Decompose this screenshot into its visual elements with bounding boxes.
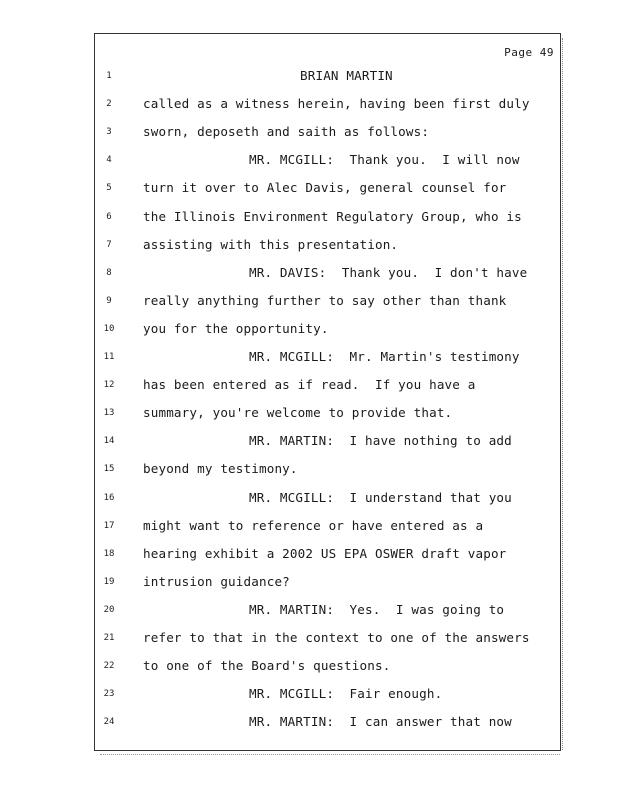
transcript-line — [0, 405, 618, 425]
line-number: 7 — [106, 239, 112, 250]
line-number: 15 — [103, 464, 115, 475]
line-number: 12 — [103, 380, 115, 391]
transcript-line — [0, 686, 618, 706]
line-number: 18 — [103, 548, 115, 559]
line-text: MR. DAVIS: Thank you. I don't have — [249, 264, 528, 280]
line-number: 3 — [106, 127, 112, 138]
line-number: 6 — [106, 211, 112, 222]
line-text: refer to that in the context to one of the answers — [143, 630, 530, 645]
transcript-line — [0, 602, 618, 622]
line-text: really anything further to say other than thank — [143, 292, 507, 308]
transcript-line — [0, 630, 618, 650]
transcript-line — [0, 293, 618, 313]
transcript-line — [0, 209, 618, 229]
transcript-line — [0, 377, 618, 397]
transcript-line — [0, 237, 618, 257]
line-text: to one of the Board's questions. — [143, 658, 391, 674]
line-number: 16 — [103, 492, 115, 503]
transcript-line — [0, 152, 618, 172]
transcript-line — [0, 461, 618, 481]
line-text: MR. MARTIN: I can answer that now — [249, 714, 512, 730]
transcript-line — [0, 574, 618, 594]
line-number: 22 — [103, 661, 115, 672]
line-text: MR. MARTIN: Yes. I was going to — [249, 601, 505, 617]
transcript-line — [0, 321, 618, 341]
line-number: 13 — [103, 408, 115, 419]
transcript-line — [0, 433, 618, 453]
transcript-line — [0, 518, 618, 538]
line-number: 2 — [106, 99, 112, 110]
line-text: MR. MCGILL: I understand that you — [249, 489, 512, 505]
transcript-line — [0, 180, 618, 200]
line-text: MR. MARTIN: I have nothing to add — [249, 433, 512, 449]
transcript-line — [0, 546, 618, 566]
line-text: hearing exhibit a 2002 US EPA OSWER draft vapor — [143, 545, 507, 561]
line-text: assisting with this presentation. — [143, 236, 399, 252]
line-number: 24 — [103, 717, 115, 728]
line-text: MR. MCGILL: Mr. Martin's testimony — [249, 349, 520, 364]
line-text: the Illinois Environment Regulatory Group, who is — [143, 208, 522, 224]
line-number: 4 — [106, 155, 112, 166]
line-text: has been entered as if read. If you have a — [143, 377, 476, 393]
line-number: 8 — [106, 267, 112, 278]
line-text: you for the opportunity. — [143, 320, 329, 336]
transcript-line — [0, 658, 618, 678]
line-number: 9 — [106, 295, 112, 306]
page-number: Page 49 — [504, 46, 554, 59]
line-number: 11 — [103, 352, 115, 362]
transcript-line — [0, 96, 618, 116]
line-number: 20 — [103, 604, 115, 615]
footer-rule — [100, 754, 560, 755]
line-text: summary, you're welcome to provide that. — [143, 405, 453, 421]
line-text: beyond my testimony. — [143, 461, 298, 477]
line-number: 1 — [106, 71, 112, 81]
line-number: 21 — [103, 633, 115, 643]
transcript-line — [0, 68, 618, 88]
line-number: 19 — [103, 576, 115, 587]
line-text: intrusion guidance? — [143, 573, 290, 589]
line-number: 23 — [103, 689, 115, 700]
line-text: MR. MCGILL: Thank you. I will now — [249, 152, 520, 168]
transcript-line — [0, 124, 618, 144]
line-text: turn it over to Alec Davis, general counsel for — [143, 180, 507, 196]
transcript-line — [0, 490, 618, 510]
transcript-line — [0, 714, 618, 734]
line-text: BRIAN MARTIN — [300, 68, 393, 83]
line-number: 10 — [103, 323, 115, 334]
line-text: sworn, deposeth and saith as follows: — [143, 124, 430, 140]
line-number: 17 — [103, 520, 115, 531]
transcript-line — [0, 265, 618, 285]
line-text: might want to reference or have entered as a — [143, 517, 484, 533]
line-number: 14 — [103, 436, 115, 447]
line-number: 5 — [106, 183, 112, 194]
transcript-line — [0, 349, 618, 369]
line-text: MR. MCGILL: Fair enough. — [249, 686, 443, 702]
line-text: called as a witness herein, having been first duly — [143, 96, 530, 112]
